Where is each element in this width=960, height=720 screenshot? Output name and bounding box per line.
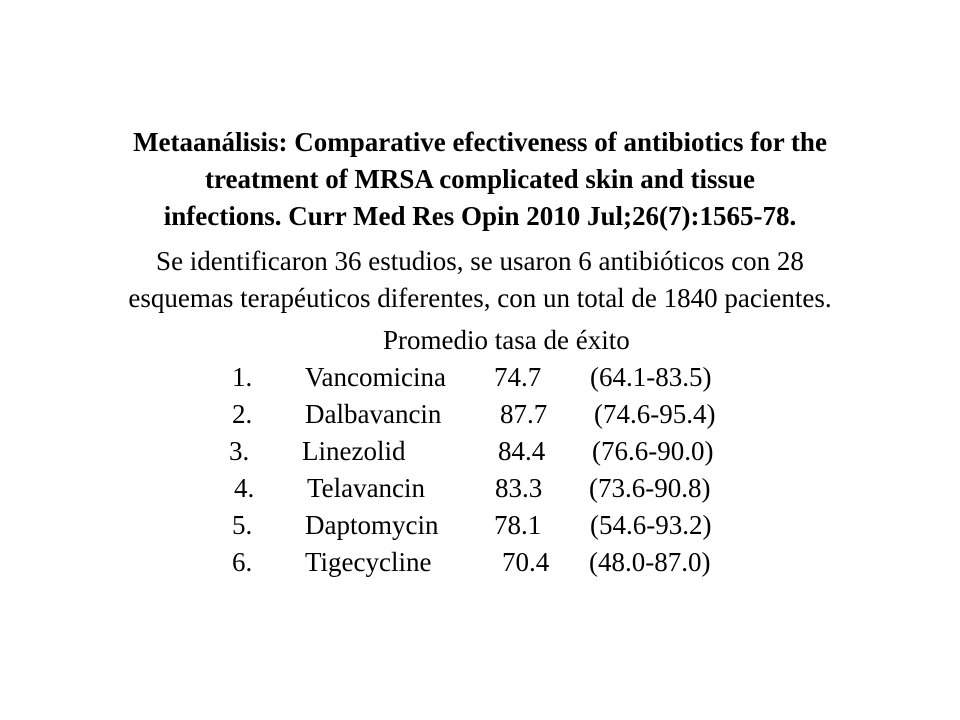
list-item — [0, 507, 960, 544]
success-rate: 84.4 — [498, 436, 546, 466]
list-heading: Promedio tasa de éxito — [383, 325, 630, 355]
list-item — [0, 396, 960, 433]
confidence-interval: (64.1-83.5) — [590, 362, 712, 392]
confidence-interval: (48.0-87.0) — [589, 547, 711, 577]
success-rate: 78.1 — [494, 510, 542, 540]
item-number: 5. — [232, 510, 253, 540]
item-number: 2. — [232, 399, 253, 429]
list-item — [0, 359, 960, 396]
drug-name: Vancomicina — [305, 362, 446, 392]
drug-name: Daptomycin — [305, 510, 439, 540]
success-rate: 83.3 — [495, 473, 543, 503]
drug-name: Tigecycline — [305, 547, 432, 577]
success-rate: 70.4 — [502, 547, 550, 577]
item-number: 3. — [229, 436, 250, 466]
list-item — [0, 544, 960, 581]
item-number: 4. — [234, 473, 255, 503]
list-item — [0, 470, 960, 507]
slide-title — [0, 124, 960, 235]
item-number: 1. — [232, 362, 253, 392]
drug-name: Dalbavancin — [305, 399, 442, 429]
title-line-2: treatment of MRSA complicated skin and tissue — [205, 164, 755, 194]
summary-line-2: esquemas terapéuticos diferentes, con un total de 1840 pacientes. — [128, 283, 832, 313]
confidence-interval: (54.6-93.2) — [590, 510, 712, 540]
confidence-interval: (76.6-90.0) — [592, 436, 714, 466]
title-line-3: infections. Curr Med Res Opin 2010 Jul;26(7):1565-78. — [163, 201, 797, 231]
success-rate-list — [0, 359, 960, 581]
success-rate: 87.7 — [500, 399, 548, 429]
list-item — [0, 433, 960, 470]
confidence-interval: (74.6-95.4) — [594, 399, 716, 429]
confidence-interval: (73.6-90.8) — [589, 473, 711, 503]
item-number: 6. — [232, 547, 253, 577]
study-summary — [0, 243, 960, 317]
summary-line-1: Se identificaron 36 estudios, se usaron 6 antibióticos con 28 — [156, 246, 804, 276]
success-rate: 74.7 — [494, 362, 542, 392]
drug-name: Telavancin — [307, 473, 426, 503]
drug-name: Linezolid — [302, 436, 406, 466]
title-line-1: Metaanálisis: Comparative efectiveness of antibiotics for the — [133, 127, 827, 157]
